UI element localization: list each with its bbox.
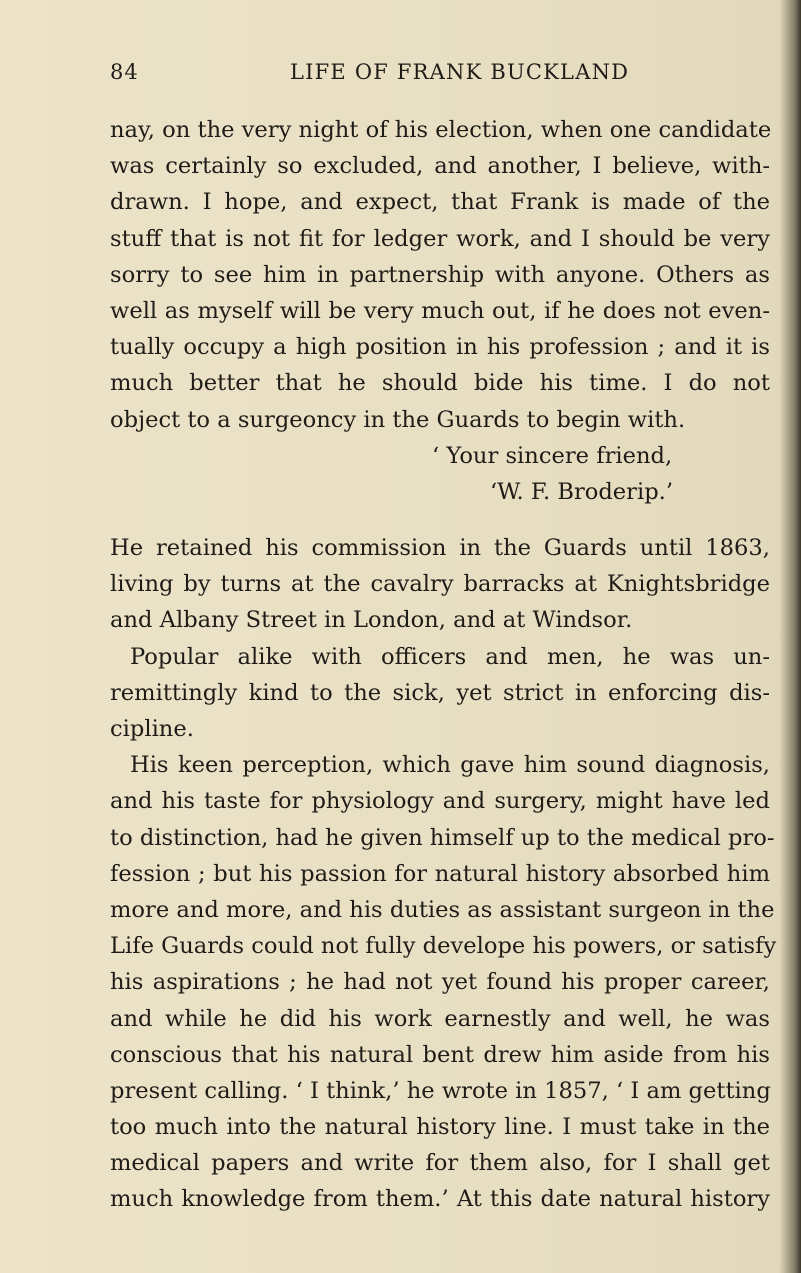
- letter-line: stuff that is not fit for ledger work, and I should be very: [110, 225, 770, 252]
- letter-line: object to a surgeoncy in the Guards to begin with.: [110, 406, 686, 433]
- paragraph-line: fession ; but his passion for natural history absorbed him: [110, 860, 770, 887]
- paragraph-line: present calling. ‘ I think,’ he wrote in 1857, ‘ I am getting: [110, 1077, 771, 1104]
- page-edge-shadow: [779, 0, 801, 1273]
- letter-line: was certainly so excluded, and another, I believe, with-: [110, 153, 770, 180]
- paragraph-line: living by turns at the cavalry barracks at Knightsbridge: [110, 571, 770, 598]
- paragraph-line: too much into the natural history line. I must take in the: [110, 1114, 770, 1141]
- letter-line: sorry to see him in partnership with anyone. Others as: [110, 261, 770, 288]
- letter-line: drawn. I hope, and expect, that Frank is made of the: [110, 189, 770, 216]
- letter-line: tually occupy a high position in his profession ; and it is: [110, 334, 770, 361]
- paragraph-line: much knowledge from them.’ At this date natural history: [110, 1186, 770, 1213]
- paragraph-line: to distinction, had he given himself up to the medical pro-: [110, 824, 775, 851]
- paragraph-line: and his taste for physiology and surgery, might have led: [110, 788, 770, 815]
- paragraph-gap: [110, 510, 770, 530]
- letter-line: much better that he should bide his time. I do not: [110, 370, 770, 397]
- paragraph-line: and while he did his work earnestly and well, he was: [110, 1005, 770, 1032]
- paragraph-line: remittingly kind to the sick, yet strict in enforcing dis-: [110, 679, 770, 706]
- page-number: 84: [110, 60, 139, 84]
- paragraph-line: his aspirations ; he had not yet found his proper career,: [110, 969, 770, 996]
- paragraph-line: medical papers and write for them also, for I shall get: [110, 1150, 770, 1177]
- letter-signature: ‘W. F. Broderip.’: [490, 478, 674, 505]
- page-header: [110, 60, 770, 90]
- paragraph-line: cipline.: [110, 716, 194, 742]
- paragraph-line: Life Guards could not fully develope his powers, or satisfy: [110, 933, 777, 960]
- running-title: LIFE OF FRANK BUCKLAND: [290, 60, 630, 84]
- letter-line: nay, on the very night of his election, when one candidate: [110, 117, 772, 143]
- letter-closing: ‘ Your sincere friend,: [432, 442, 673, 469]
- paragraph-line: more and more, and his duties as assistant surgeon in the: [110, 896, 775, 923]
- paragraph-line: and Albany Street in London, and at Windsor.: [110, 607, 633, 634]
- paragraph-line: His keen perception, which gave him sound diagnosis,: [130, 752, 770, 779]
- body-text: [110, 112, 777, 1218]
- letter-line: well as myself will be very much out, if he does not even-: [110, 297, 770, 324]
- paragraph-line: He retained his commission in the Guards until 1863,: [110, 535, 770, 562]
- paragraph-line: Popular alike with officers and men, he was un-: [130, 643, 770, 670]
- paragraph-line: conscious that his natural bent drew him aside from his: [110, 1041, 770, 1068]
